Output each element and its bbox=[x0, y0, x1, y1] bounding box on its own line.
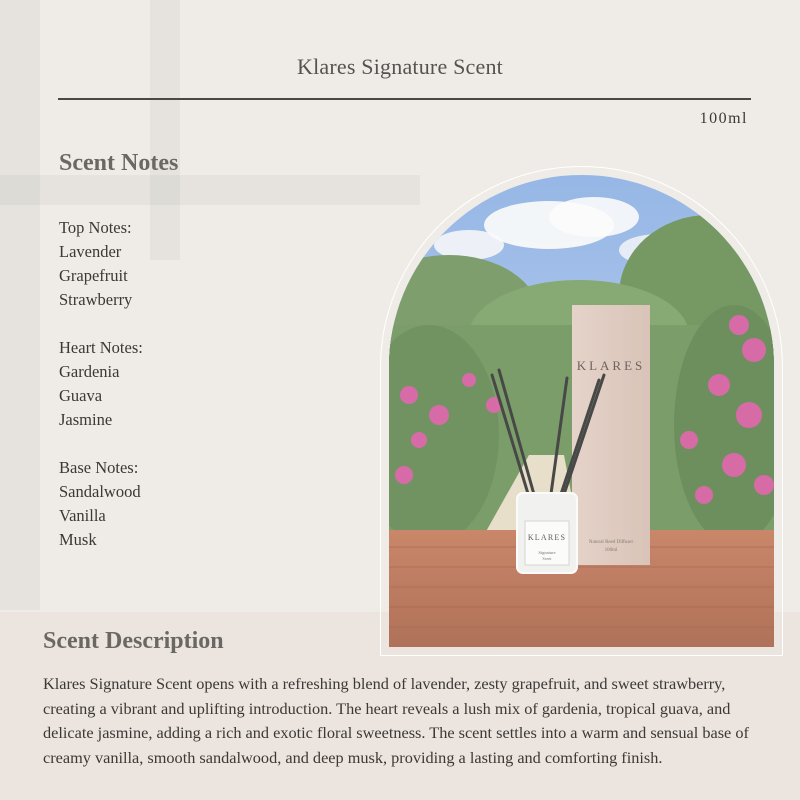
note-item: Lavender bbox=[59, 242, 122, 261]
note-item: Jasmine bbox=[59, 410, 113, 429]
box-brand: KLARES bbox=[576, 358, 646, 373]
note-item: Grapefruit bbox=[59, 266, 128, 285]
note-group-label: Heart Notes: bbox=[59, 338, 143, 357]
note-item: Gardenia bbox=[59, 362, 120, 381]
heart-notes-group bbox=[59, 336, 143, 432]
box-caption: Natural Reed Diffuser bbox=[588, 540, 634, 545]
note-item: Strawberry bbox=[59, 290, 133, 309]
window-shadow bbox=[0, 175, 420, 205]
page-title: Klares Signature Scent bbox=[296, 54, 503, 79]
note-item: Sandalwood bbox=[59, 482, 141, 501]
window-shadow bbox=[150, 0, 180, 260]
bottle-label-brand: KLARES bbox=[527, 533, 567, 542]
scent-notes-list bbox=[59, 216, 143, 576]
scent-notes-heading: Scent Notes bbox=[59, 150, 179, 176]
title-divider bbox=[58, 98, 751, 100]
diffuser-scene-image bbox=[389, 175, 774, 647]
window-shadow bbox=[0, 0, 40, 610]
note-item: Guava bbox=[59, 386, 103, 405]
scent-description-heading: Scent Description bbox=[43, 628, 224, 654]
scent-description-body: Klares Signature Scent opens with a refreshing blend of lavender, zesty grapefruit, and sweet strawberry, creating a vibrant and uplifting introduction. The heart reveals a lush mix of gardenia, tropical guava, and delicate jasmine, adding a rich and exotic floral sweetness. The scent settles into a warm and sensual base of creamy vanilla, smooth sandalwood, and deep musk, providing a lasting and comforting finish. bbox=[43, 674, 749, 767]
note-group-label: Top Notes: bbox=[59, 218, 132, 237]
note-group-label: Base Notes: bbox=[59, 458, 139, 477]
bottle-label-name: Signature bbox=[538, 550, 556, 555]
bottle-label-sub: Scent bbox=[542, 556, 552, 561]
product-photo bbox=[389, 175, 774, 647]
top-notes-group bbox=[59, 216, 143, 312]
box-volume: 100ml bbox=[604, 548, 618, 553]
note-item: Vanilla bbox=[59, 506, 106, 525]
note-item: Musk bbox=[59, 530, 97, 549]
base-notes-group bbox=[59, 456, 143, 552]
volume-label: 100ml bbox=[699, 110, 748, 127]
